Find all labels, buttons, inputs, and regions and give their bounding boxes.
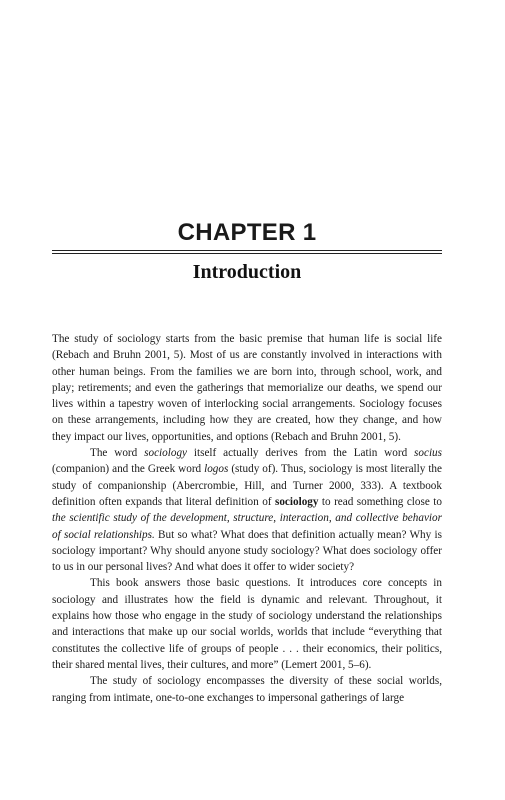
paragraph-text: But so what? What does that definition actually mean? Why is sociology important? Why should anyone study sociology? What does sociology offer to us in our personal lives? And what does it offer to wider society? [52,528,442,574]
chapter-label: CHAPTER 1 [177,219,317,246]
italic-term-sociology: sociology [144,447,188,460]
italic-term-logos: logos [204,463,229,476]
paragraph-text: (study of). Thus, sociology is most literally the study of companionship (Abercrombie, Hill, and Turner 2000, 333). A textbook definition often expands that literal definition of [52,463,442,508]
chapter-rule-top [52,250,442,251]
italic-definition: the scientific study of the development, structure, interaction, and collective behavior of social relationships. [52,512,442,541]
chapter-rule-bottom [52,253,442,254]
body-text [52,331,442,706]
bold-term-sociology: sociology [274,495,319,508]
paragraph-2 [52,445,442,575]
paragraph-text: itself actually derives from the Latin word [187,447,415,460]
paragraph-3 [52,575,442,673]
paragraph-1 [52,331,442,445]
chapter-title: Introduction [192,261,302,283]
paragraph-text: to read something close to [318,495,442,508]
paragraph-text: The study of sociology encompasses the diversity of these social worlds, ranging from intimate, one-to-one exchanges to impersonal gatherings of large [52,675,442,704]
italic-term-socius: socius [414,447,442,460]
paragraph-text: The word [90,447,145,460]
paragraph-4 [52,673,442,706]
paragraph-text: The study of sociology starts from the basic premise that human life is social life (Rebach and Bruhn 2001, 5). Most of us are constantly involved in interactions with other human beings. From the families we are born into, through school, work, and play; retirements; and even the gatherings that memorialize our deaths, we spend our lives within a tapestry woven of interlocking social arrangements. Sociology focuses on these arrangements, including how they are created, how they change, and how they impact our lives, opportunities, and options (Rebach and Bruhn 2001, 5). [52,333,442,443]
paragraph-text: This book answers those basic questions. It introduces core concepts in sociology and illustrates how the field is dynamic and relevant. Throughout, it explains how those who engage in the study of sociology understand the relationships and interactions that make up our social worlds, worlds that include “everything that constitutes the collective life of groups of people . . . their economics, their politics, their shared mental lives, their cultures, and more” (Lemert 2001, 5–6). [52,577,442,671]
paragraph-text: (companion) and the Greek word [52,463,205,476]
